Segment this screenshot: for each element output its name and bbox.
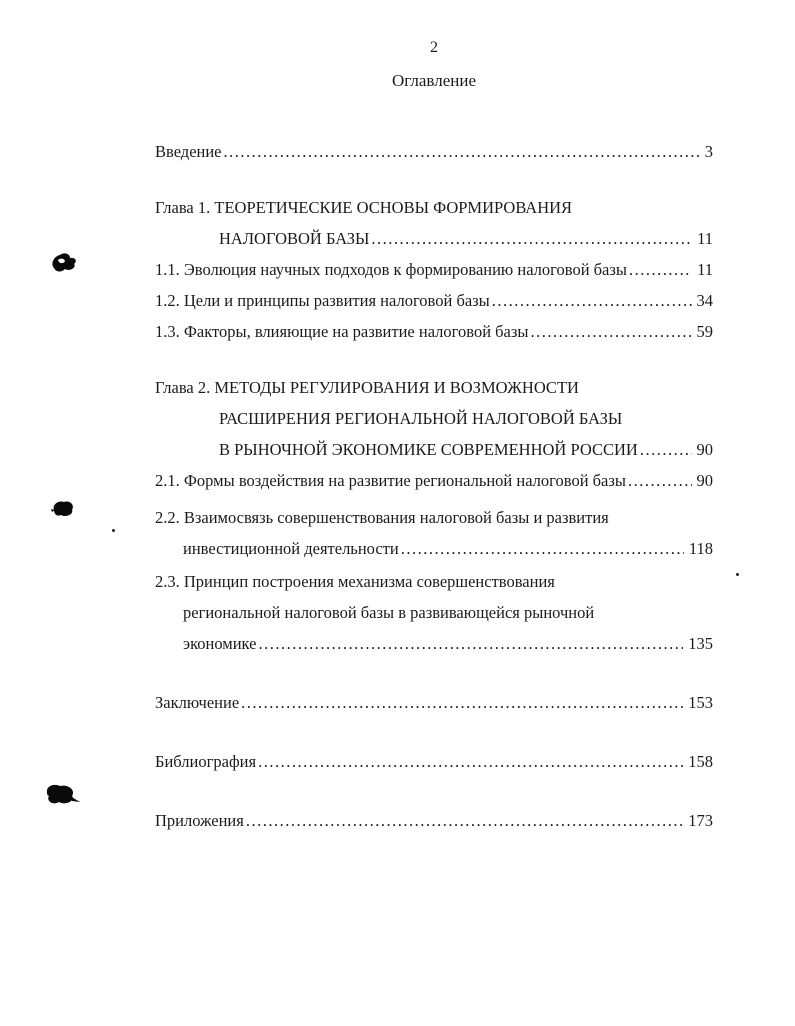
toc-entry-label: Библиография bbox=[155, 752, 257, 771]
toc-entry-page: 173 bbox=[688, 811, 713, 830]
toc-entry-label: региональной налоговой базы в развивающейся рыночной bbox=[183, 603, 595, 622]
dot-leader bbox=[401, 533, 684, 564]
ink-blot-bottom-icon bbox=[44, 782, 80, 808]
page-title: Оглавление bbox=[392, 71, 476, 90]
toc-line bbox=[155, 805, 713, 836]
toc-entry-label: Заключение bbox=[155, 693, 240, 712]
dot-leader bbox=[371, 223, 692, 254]
scan-speck bbox=[112, 529, 115, 532]
toc-line bbox=[155, 687, 713, 718]
dot-leader bbox=[629, 254, 692, 285]
toc-line bbox=[155, 597, 713, 628]
toc-entry-label: Глава 1. ТЕОРЕТИЧЕСКИЕ ОСНОВЫ ФОРМИРОВАНИЯ bbox=[155, 198, 573, 217]
dot-leader bbox=[258, 628, 683, 659]
ink-blot-top-icon bbox=[48, 250, 82, 276]
toc-entry-label: Глава 2. МЕТОДЫ РЕГУЛИРОВАНИЯ И ВОЗМОЖНОСТИ bbox=[155, 378, 579, 397]
toc-entry-label: 1.2. Цели и принципы развития налоговой базы bbox=[155, 291, 490, 310]
toc-line bbox=[155, 285, 713, 316]
toc-entry-page: 90 bbox=[696, 440, 713, 459]
toc-line bbox=[155, 372, 713, 403]
toc-entry-label: инвестиционной деятельности bbox=[183, 539, 399, 558]
toc-line bbox=[155, 746, 713, 777]
toc-line bbox=[155, 502, 713, 533]
toc-entry-page: 11 bbox=[697, 229, 713, 248]
toc-entry-label: 2.3. Принцип построения механизма совершенствования bbox=[155, 572, 555, 591]
toc-entry-label: 2.2. Взаимосвязь совершенствования налоговой базы и развития bbox=[155, 508, 609, 527]
toc-line bbox=[155, 192, 713, 223]
dot-leader bbox=[246, 805, 683, 836]
toc-entry-page: 90 bbox=[696, 471, 713, 490]
dot-leader bbox=[224, 136, 700, 167]
toc-entry-page: 3 bbox=[704, 142, 713, 161]
toc-entry-label: НАЛОГОВОЙ БАЗЫ bbox=[219, 229, 370, 248]
toc-entry-label: Введение bbox=[155, 142, 222, 161]
toc-entry-label: 1.3. Факторы, влияющие на развитие налоговой базы bbox=[155, 322, 529, 341]
toc-line bbox=[155, 628, 713, 659]
dot-leader bbox=[258, 746, 683, 777]
dot-leader bbox=[628, 465, 692, 496]
dot-leader bbox=[530, 316, 691, 347]
toc-entry-label: 2.1. Формы воздействия на развитие региональной налоговой базы bbox=[155, 471, 626, 490]
scan-speck bbox=[736, 573, 739, 576]
toc-line bbox=[155, 566, 713, 597]
toc-entry-page: 59 bbox=[696, 322, 713, 341]
table-of-contents bbox=[155, 136, 713, 836]
toc-line bbox=[155, 136, 713, 167]
toc-line bbox=[155, 434, 713, 465]
toc-entry-page: 153 bbox=[688, 693, 713, 712]
dot-leader bbox=[640, 434, 692, 465]
toc-content bbox=[155, 38, 713, 836]
toc-entry-label: В РЫНОЧНОЙ ЭКОНОМИКЕ СОВРЕМЕННОЙ РОССИИ bbox=[219, 440, 638, 459]
ink-blot-middle-icon bbox=[50, 498, 76, 518]
toc-entry-label: РАСШИРЕНИЯ РЕГИОНАЛЬНОЙ НАЛОГОВОЙ БАЗЫ bbox=[219, 409, 623, 428]
toc-entry-page: 135 bbox=[688, 634, 713, 653]
dot-leader bbox=[492, 285, 692, 316]
toc-entry-label: экономике bbox=[183, 634, 257, 653]
toc-entry-page: 11 bbox=[697, 260, 713, 279]
toc-entry-label: 1.1. Эволюция научных подходов к формированию налоговой базы bbox=[155, 260, 627, 279]
toc-line bbox=[155, 254, 713, 285]
toc-entry-page: 118 bbox=[688, 539, 713, 558]
page-number: 2 bbox=[430, 39, 438, 56]
toc-line bbox=[155, 223, 713, 254]
toc-entry-label: Приложения bbox=[155, 811, 244, 830]
dot-leader bbox=[241, 687, 683, 718]
toc-line bbox=[155, 533, 713, 564]
toc-line bbox=[155, 403, 713, 434]
toc-entry-page: 34 bbox=[696, 291, 713, 310]
toc-line bbox=[155, 316, 713, 347]
toc-entry-page: 158 bbox=[688, 752, 713, 771]
toc-line bbox=[155, 465, 713, 496]
